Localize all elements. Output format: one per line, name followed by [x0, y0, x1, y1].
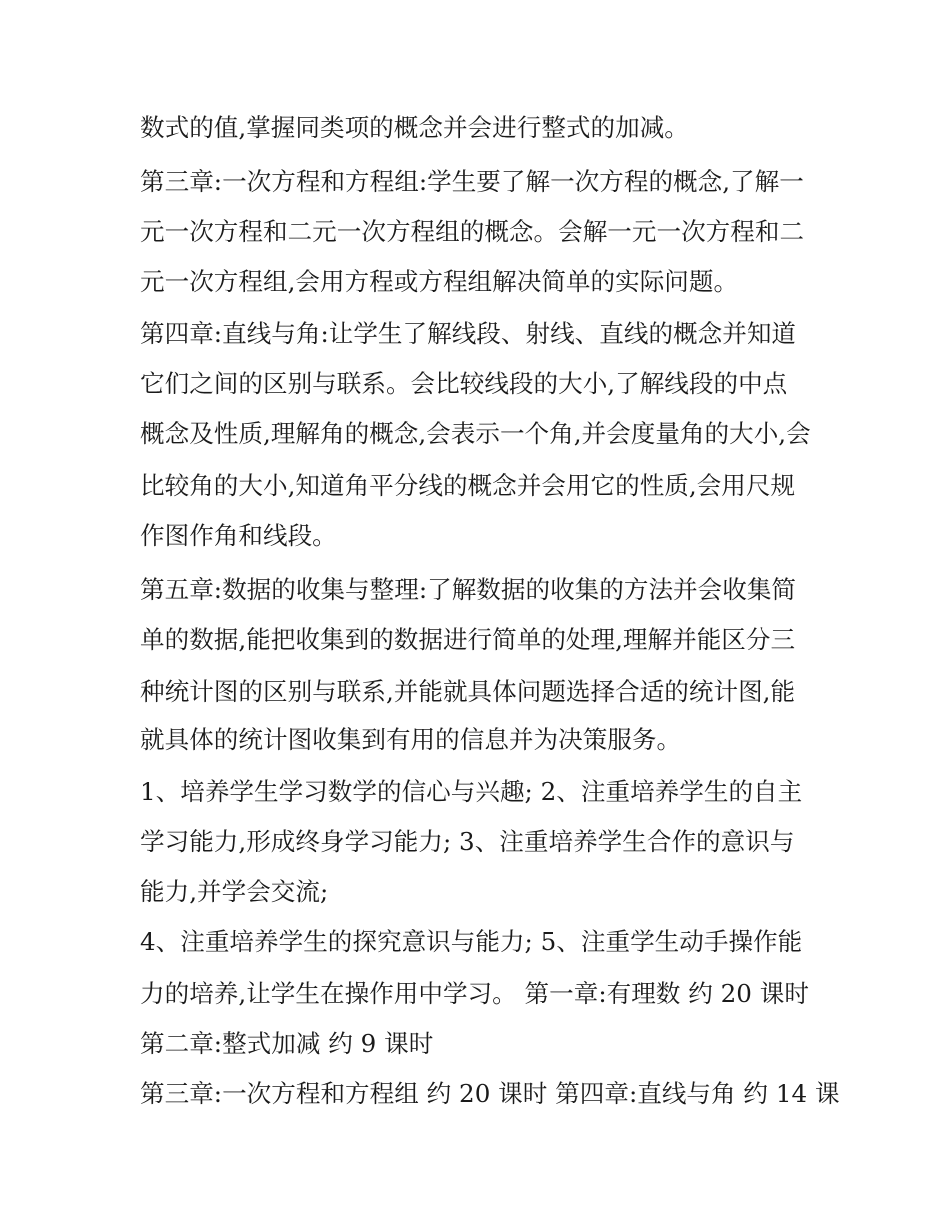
- paragraph-line: 作图作角和线段。: [140, 521, 337, 550]
- paragraph-line: 种统计图的区别与联系,并能就具体问题选择合适的统计图,能: [140, 677, 796, 706]
- paragraph-line: 第四章:直线与角:让学生了解线段、射线、直线的概念并知道: [140, 319, 797, 348]
- paragraph-line: 元一次方程组,会用方程或方程组解决简单的实际问题。: [140, 267, 739, 296]
- paragraph-line: 第三章:一次方程和方程组 约 20 课时 第四章:直线与角 约 14 课: [140, 1079, 840, 1108]
- paragraph-line: 第二章:整式加减 约 9 课时: [140, 1029, 434, 1058]
- paragraph-line: 它们之间的区别与联系。会比较线段的大小,了解线段的中点: [140, 369, 788, 398]
- paragraph-line: 4、注重培养学生的探究意识与能力; 5、注重学生动手操作能: [140, 927, 803, 956]
- paragraph-line: 1、培养学生学习数学的信心与兴趣; 2、注重培养学生的自主: [140, 777, 803, 806]
- paragraph-line: 比较角的大小,知道角平分线的概念并会用它的性质,会用尺规: [140, 471, 796, 500]
- paragraph-line: 就具体的统计图收集到有用的信息并为决策服务。: [140, 725, 682, 754]
- paragraph-line: 单的数据,能把收集到的数据进行简单的处理,理解并能区分三: [140, 625, 796, 654]
- paragraph-line: 学习能力,形成终身学习能力; 3、注重培养学生合作的意识与: [140, 827, 795, 856]
- paragraph-line: 能力,并学会交流;: [140, 877, 329, 906]
- paragraph-line: 第三章:一次方程和方程组:学生要了解一次方程的概念,了解一: [140, 167, 804, 196]
- paragraph-line: 第五章:数据的收集与整理:了解数据的收集的方法并会收集简: [140, 575, 797, 604]
- paragraph-line: 概念及性质,理解角的概念,会表示一个角,并会度量角的大小,会: [140, 419, 811, 448]
- paragraph-line: 数式的值,掌握同类项的概念并会进行整式的加减。: [140, 113, 689, 142]
- paragraph-line: 元一次方程和二元一次方程组的概念。会解一元一次方程和二: [140, 217, 805, 246]
- paragraph-line: 力的培养,让学生在操作用中学习。 第一章:有理数 约 20 课时: [140, 979, 809, 1008]
